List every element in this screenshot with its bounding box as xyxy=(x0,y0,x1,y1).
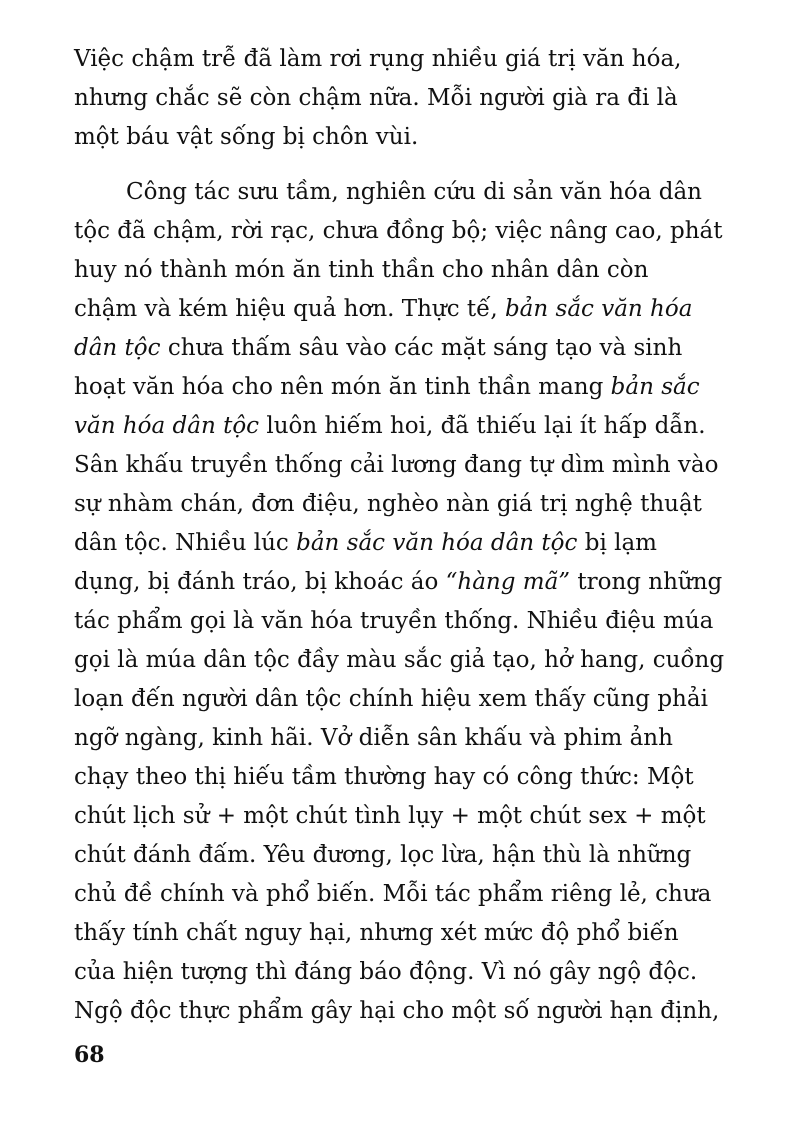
italic-phrase: văn hóa dân tộc xyxy=(74,413,260,439)
text-line xyxy=(74,290,728,329)
text-line xyxy=(74,563,728,602)
italic-phrase: “hàng mã” xyxy=(445,569,571,595)
text-line: chạy theo thị hiếu tầm thường hay có công thức: Một xyxy=(74,764,694,790)
text-run: hoạt văn hóa cho nên món ăn tinh thần mang xyxy=(74,374,611,400)
text-line: chút lịch sử + một chút tình lụy + một chút sex + một xyxy=(74,803,706,829)
text-run: luôn hiếm hoi, đã thiếu lại ít hấp dẫn. xyxy=(259,413,706,439)
text-line: sự nhàm chán, đơn điệu, nghèo nàn giá trị nghệ thuật xyxy=(74,491,702,517)
text-line: huy nó thành món ăn tinh thần cho nhân dân còn xyxy=(74,257,649,283)
text-line: Sân khấu truyền thống cải lương đang tự dìm mình vào xyxy=(74,452,719,478)
text-run: dụng, bị đánh tráo, bị khoác áo xyxy=(74,569,446,595)
text-line xyxy=(74,368,728,407)
text-line: nhưng chắc sẽ còn chậm nữa. Mỗi người già ra đi là xyxy=(74,85,678,111)
text-line: một báu vật sống bị chôn vùi. xyxy=(74,124,419,150)
italic-phrase: bản sắc văn hóa xyxy=(504,296,693,322)
text-line: loạn đến người dân tộc chính hiệu xem thấy cũng phải xyxy=(74,686,708,712)
text-line: tộc đã chậm, rời rạc, chưa đồng bộ; việc nâng cao, phát xyxy=(74,218,723,244)
text-line: chủ đề chính và phổ biến. Mỗi tác phẩm riêng lẻ, chưa xyxy=(74,881,712,907)
text-line: ngỡ ngàng, kinh hãi. Vở diễn sân khấu và phim ảnh xyxy=(74,725,673,751)
text-line: Ngộ độc thực phẩm gây hại cho một số người hạn định, xyxy=(74,998,720,1024)
italic-phrase: dân tộc xyxy=(74,335,161,361)
text-line: chút đánh đấm. Yêu đương, lọc lừa, hận thù là những xyxy=(74,842,692,868)
text-run: bị lạm xyxy=(577,530,657,556)
text-line: của hiện tượng thì đáng báo động. Vì nó gây ngộ độc. xyxy=(74,959,698,985)
text-run: chậm và kém hiệu quả hơn. Thực tế, xyxy=(74,296,505,322)
text-line: tác phẩm gọi là văn hóa truyền thống. Nhiều điệu múa xyxy=(74,608,714,634)
text-line: thấy tính chất nguy hại, nhưng xét mức độ phổ biến xyxy=(74,920,679,946)
text-line: Việc chậm trễ đã làm rơi rụng nhiều giá trị văn hóa, xyxy=(74,46,682,72)
paragraph-gap xyxy=(74,157,728,173)
italic-phrase: bản sắc xyxy=(610,374,700,400)
text-line: gọi là múa dân tộc đầy màu sắc giả tạo, hở hang, cuồng xyxy=(74,647,725,673)
paragraph-2 xyxy=(74,173,728,1031)
text-run: trong những xyxy=(570,569,723,595)
text-run: dân tộc. Nhiều lúc xyxy=(74,530,297,556)
text-line xyxy=(74,524,728,563)
paragraph-1 xyxy=(74,40,728,157)
text-line: Công tác sưu tầm, nghiên cứu di sản văn hóa dân xyxy=(126,179,702,205)
text-line xyxy=(74,329,728,368)
body-text xyxy=(74,40,728,1031)
italic-phrase: bản sắc văn hóa dân tộc xyxy=(296,530,578,556)
text-run: chưa thấm sâu vào các mặt sáng tạo và sinh xyxy=(160,335,683,361)
text-line xyxy=(74,407,728,446)
page-number: 68 xyxy=(74,1042,105,1068)
